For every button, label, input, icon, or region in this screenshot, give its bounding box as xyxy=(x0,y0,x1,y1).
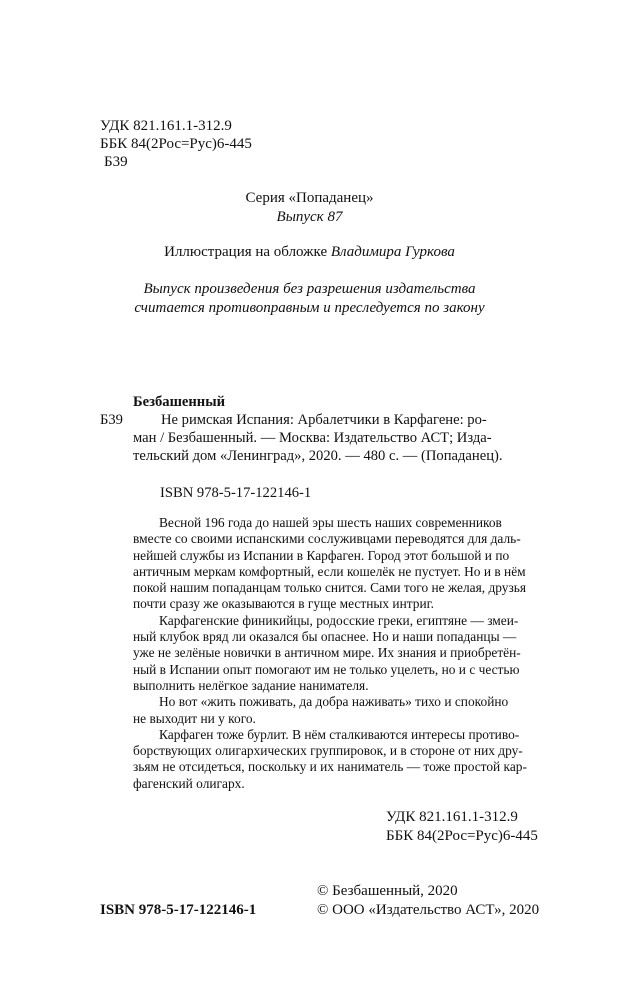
annotation-line: Но вот «жить поживать, да добра наживать» тихо и спокойно xyxy=(159,694,509,710)
bibliographic-line: тельский дом «Ленинград», 2020. — 480 с. — (Попаданец). xyxy=(133,448,503,464)
series-issue: Выпуск 87 xyxy=(276,209,343,225)
bottom-udk-code: УДК 821.161.1-312.9 xyxy=(386,809,518,825)
footer-isbn: ISBN 978-5-17-122146-1 xyxy=(100,902,257,918)
annotation-line: ный клубок вряд ли оказался бы опаснее. Но и наши попаданцы — xyxy=(133,629,517,645)
annotation-line: античным меркам комфортный, если кошелёк не пустует. Но и в нём xyxy=(133,563,526,579)
annotation-paragraph xyxy=(133,694,563,727)
annotation-line: уже не зелёные новички в античном мире. Их знания и приобретён- xyxy=(133,645,521,661)
annotation-line: Весной 196 года до нашей эры шесть наших современников xyxy=(159,515,502,530)
illustration-prefix: Иллюстрация на обложке xyxy=(164,244,331,260)
author-mark: Б39 xyxy=(104,154,128,170)
annotation-line: вместе со своими испанскими сослуживцами переводятся для даль- xyxy=(133,531,521,547)
bottom-bbk-code: ББК 84(2Рос=Рус)6-445 xyxy=(386,828,538,844)
annotation-line: Карфаген тоже бурлит. В нём сталкиваются интересы противо- xyxy=(159,726,520,742)
copyright-warning-line-1: Выпуск произведения без разрешения издательства xyxy=(143,281,476,297)
annotation xyxy=(133,515,563,792)
copyright-warning-line-2: считается противоправным и преследуется по закону xyxy=(134,300,485,316)
annotation-line: борствующих олигархических группировок, и в стороне от них дру- xyxy=(133,743,523,759)
illustration-credit xyxy=(0,243,619,261)
annotation-line: нейшей службы из Испании в Карфаген. Город этот большой и по xyxy=(133,547,510,563)
annotation-line: Карфагенские финикийцы, родосские греки, египтяне — змеи- xyxy=(159,612,519,628)
annotation-paragraph xyxy=(133,727,563,792)
annotation-line: не выходит ни у кого. xyxy=(133,710,256,726)
bibliographic-line: ман / Безбашенный. — Москва: Издательство АСТ; Изда- xyxy=(133,430,492,446)
annotation-line: почти сразу же оказываются в гуще местных интриг. xyxy=(133,596,434,612)
bibliographic-line: Не римская Испания: Арбалетчики в Карфагене: ро- xyxy=(161,412,487,428)
annotation-line: фагенский олигарх. xyxy=(133,775,245,791)
illustration-artist: Владимира Гуркова xyxy=(330,244,455,260)
udk-code: УДК 821.161.1-312.9 xyxy=(100,118,232,134)
series-name: Серия «Попаданец» xyxy=(245,190,374,206)
bibliographic-isbn: ISBN 978-5-17-122146-1 xyxy=(160,485,312,501)
annotation-line: зьям не отсидеться, поскольку и их наниматель — тоже простой кар- xyxy=(133,759,527,775)
annotation-paragraph xyxy=(133,613,563,694)
bibliographic-author: Безбашенный xyxy=(133,394,226,410)
annotation-line: ный в Испании опыт помогают им не только уцелеть, но и с честью xyxy=(133,661,520,677)
bibliographic-mark: Б39 xyxy=(100,412,123,428)
bibliographic-description xyxy=(133,411,565,465)
copyright-publisher: © ООО «Издательство АСТ», 2020 xyxy=(317,902,540,918)
annotation-paragraph xyxy=(133,515,563,613)
bbk-code: ББК 84(2Рос=Рус)6-445 xyxy=(100,136,252,152)
copyright-author: © Безбашенный, 2020 xyxy=(317,883,458,899)
annotation-line: выполнить нелёгкое задание нанимателя. xyxy=(133,677,369,693)
top-classification-codes xyxy=(100,117,252,171)
annotation-line: покой нашим попаданцам только снится. Сами того не желая, друзья xyxy=(133,580,527,596)
